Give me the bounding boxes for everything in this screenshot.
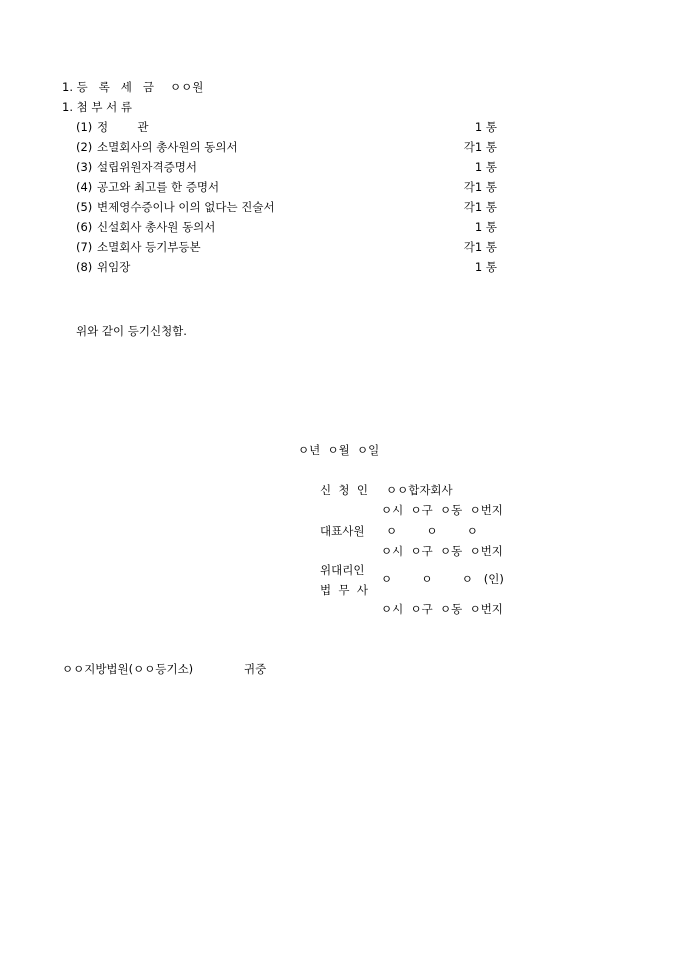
item-label: 설립위원자격증명서 [97,160,197,174]
representative-name: ㅇ ㅇ ㅇ [386,524,478,538]
item-number: (6) [76,220,93,234]
item-quantity: 각1 통 [463,180,497,194]
application-statement: 위와 같이 등기신청함. [76,324,187,338]
agent-title: 법 무 사 [320,583,368,597]
item-number: (4) [76,180,93,194]
item-label: 소멸회사의 총사원의 동의서 [97,140,238,154]
item-label: 위임장 [97,260,131,274]
item-number: (5) [76,200,93,214]
item-label: 변제영수증이나 이의 없다는 진술서 [97,200,275,214]
item-quantity: 각1 통 [463,240,497,254]
item-number: (8) [76,260,93,274]
applicant-name: ㅇㅇ합자회사 [386,483,453,497]
item-number: (3) [76,160,93,174]
salutation: 귀중 [244,662,267,676]
item-label: 소멸회사 등기부등본 [97,240,201,254]
item-number: (7) [76,240,93,254]
item-number: (1) [76,120,93,134]
item-label: 공고와 최고를 한 증명서 [97,180,220,194]
attachments-heading: 1. 첨 부 서 류 [62,100,133,114]
registration-fee-label: 1. 등 록 세 금 [62,80,154,94]
application-date: ㅇ년 ㅇ월 ㅇ일 [298,443,380,457]
court-name: ㅇㅇ지방법원(ㅇㅇ등기소) [62,662,194,676]
representative-label: 대표사원 [320,524,365,538]
applicant-label: 신 청 인 [320,483,368,497]
representative-address: ㅇ시 ㅇ구 ㅇ동 ㅇ번지 [381,544,503,558]
item-quantity: 1 통 [474,260,497,274]
item-quantity: 1 통 [474,220,497,234]
agent-address: ㅇ시 ㅇ구 ㅇ동 ㅇ번지 [381,602,503,616]
item-number: (2) [76,140,93,154]
item-quantity: 각1 통 [463,200,497,214]
item-quantity: 각1 통 [463,140,497,154]
item-label: 신설회사 총사원 동의서 [97,220,216,234]
registration-fee-value: ㅇㅇ원 [170,80,204,94]
item-label: 정 관 [97,120,149,134]
agent-label: 위대리인 [320,563,365,577]
item-quantity: 1 통 [474,160,497,174]
item-quantity: 1 통 [474,120,497,134]
agent-name: ㅇ ㅇ ㅇ (인) [381,572,504,586]
applicant-address: ㅇ시 ㅇ구 ㅇ동 ㅇ번지 [381,503,503,517]
